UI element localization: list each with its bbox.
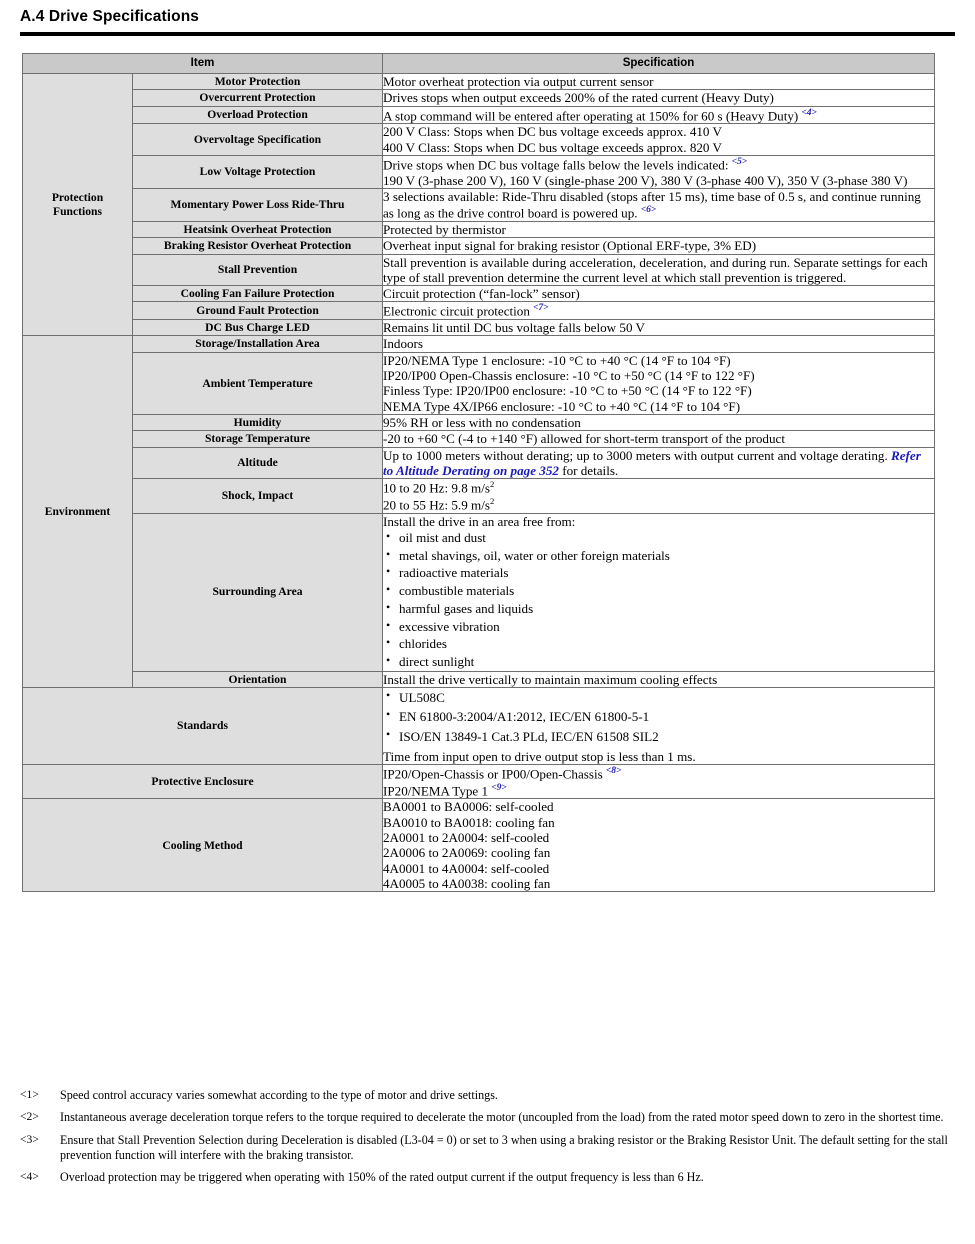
spec-line: 3 selections available: Ride-Thru disabled (stops after 15 ms), time base of 0.5 s, and continue running as long as the drive control board is powered up. $^{<6>}$ <box>383 188 921 221</box>
spec-bullet-list <box>383 688 934 746</box>
item-label: Overcurrent Protection <box>133 90 383 106</box>
list-item: • UL508C <box>383 688 934 707</box>
spec-line: Drive stops when DC bus voltage falls below the levels indicated: $^{<5>}$ <box>383 155 747 173</box>
item-label: Surrounding Area <box>133 513 383 671</box>
spec-line: 190 V (3-phase 200 V), 160 V (single-phase 200 V), 380 V (3-phase 400 V), 350 V (3-phase 380 V) <box>383 172 908 188</box>
spec-cell <box>383 286 935 302</box>
table-row <box>23 74 935 90</box>
list-item: • oil mist and dust <box>383 529 934 547</box>
table-row <box>23 124 935 156</box>
table-row <box>23 302 935 320</box>
footnote-key: <2> <box>20 1110 39 1124</box>
table-row <box>23 238 935 254</box>
spec-cell <box>383 302 935 320</box>
spec-cell <box>383 671 935 687</box>
table-row <box>23 90 935 106</box>
footnote-row <box>20 1088 960 1103</box>
list-item: • radioactive materials <box>383 564 934 582</box>
spec-line: Drives stops when output exceeds 200% of the rated current (Heavy Duty) <box>383 90 774 106</box>
spec-cell <box>383 336 935 352</box>
item-label: Ambient Temperature <box>133 352 383 414</box>
item-label: Heatsink Overheat Protection <box>133 221 383 237</box>
footnote-marker: <9> <box>491 781 507 793</box>
item-label: Cooling Fan Failure Protection <box>133 286 383 302</box>
column-header-item: Item <box>23 54 383 74</box>
footnote-marker: <6> <box>640 204 656 216</box>
spec-line: 20 to 55 Hz: 5.9 $m/s^2$ <box>383 495 495 513</box>
superscript: 2 <box>489 495 495 506</box>
spec-line: BA0001 to BA0006: self-cooled <box>383 799 554 815</box>
item-label: Cooling Method <box>23 799 383 892</box>
table-row <box>23 352 935 414</box>
footnote-marker: <5> <box>731 155 747 167</box>
spec-cell <box>383 352 935 414</box>
spec-cell <box>383 415 935 431</box>
item-label: Altitude <box>133 447 383 479</box>
table-header-row <box>23 54 935 74</box>
footnote-row <box>20 1110 960 1125</box>
spec-cell <box>383 238 935 254</box>
spec-line: 4A0001 to 4A0004: self-cooled <box>383 860 550 876</box>
spec-cell <box>383 106 935 124</box>
spec-cell <box>383 254 935 286</box>
item-label: DC Bus Charge LED <box>133 320 383 336</box>
spec-line: Up to 1000 meters without derating; up to 3000 meters with output current and voltage derating. Refer to Altitude Derating on page 352 for details. <box>383 447 921 478</box>
superscript: 2 <box>489 479 495 490</box>
footnote-row <box>20 1133 960 1164</box>
spec-line: Indoors <box>383 336 424 352</box>
table-row <box>23 188 935 221</box>
footnote-key: <3> <box>20 1132 39 1146</box>
footnote-marker: <7> <box>533 302 549 314</box>
spec-line: 95% RH or less with no condensation <box>383 415 581 430</box>
spec-line: Electronic circuit protection $^{<7>}$ <box>383 302 549 319</box>
spec-cell <box>383 513 935 671</box>
footnote-key: <4> <box>20 1170 39 1184</box>
list-item: • excessive vibration <box>383 618 934 636</box>
spec-line: Install the drive vertically to maintain maximum cooling effects <box>383 671 718 687</box>
spec-line: -20 to +60 °C (-4 to +140 °F) allowed for short-term transport of the product <box>383 431 785 447</box>
list-item: • harmful gases and liquids <box>383 600 934 618</box>
footnote-row <box>20 1170 960 1185</box>
spec-line: 4A0005 to 4A0038: cooling fan <box>383 876 551 892</box>
list-item: • chlorides <box>383 635 934 653</box>
spec-line: Stall prevention is available during acceleration, deceleration, and during run. Separate settings for each type of stall prevention determine the current level at which stall prevention is triggered. <box>383 254 928 285</box>
item-label: Orientation <box>133 671 383 687</box>
item-label: Overload Protection <box>133 106 383 124</box>
spec-cell <box>383 221 935 237</box>
spec-bullet-list <box>383 529 934 671</box>
item-label: Storage/Installation Area <box>133 336 383 352</box>
spec-line: 2A0006 to 2A0069: cooling fan <box>383 845 551 861</box>
drive-specifications-table <box>22 53 935 892</box>
item-label: Overvoltage Specification <box>133 124 383 156</box>
footnote-marker: <4> <box>801 106 817 118</box>
spec-cell <box>383 188 935 221</box>
spec-cell <box>383 765 935 799</box>
table-row <box>23 671 935 687</box>
spec-cell <box>383 124 935 156</box>
item-label: Humidity <box>133 415 383 431</box>
item-label: Shock, Impact <box>133 479 383 513</box>
page-title: A.4 Drive Specifications <box>20 8 199 25</box>
spec-line: NEMA Type 4X/IP66 enclosure: -10 °C to +40 °C (14 °F to 104 °F) <box>383 398 741 414</box>
spec-line: 2A0001 to 2A0004: self-cooled <box>383 830 550 846</box>
table-row <box>23 513 935 671</box>
spec-line: A stop command will be entered after operating at 150% for 60 s (Heavy Duty) $^{<4>}$ <box>383 106 817 123</box>
cross-reference-link[interactable]: Refer to Altitude Derating on page 352 <box>383 447 921 478</box>
spec-cell <box>383 320 935 336</box>
item-label: Protective Enclosure <box>23 765 383 799</box>
footnotes-list <box>20 1088 960 1193</box>
spec-line: IP20/IP00 Open-Chassis enclosure: -10 °C to +50 °C (14 °F to 122 °F) <box>383 368 755 384</box>
item-label: Stall Prevention <box>133 254 383 286</box>
table-row <box>23 221 935 237</box>
table-row <box>23 765 935 799</box>
spec-line: BA0010 to BA0018: cooling fan <box>383 814 555 830</box>
column-header-specification: Specification <box>383 54 935 74</box>
spec-cell <box>383 74 935 90</box>
table-row <box>23 336 935 352</box>
spec-cell <box>383 431 935 447</box>
item-label: Ground Fault Protection <box>133 302 383 320</box>
table-row <box>23 286 935 302</box>
spec-line: 200 V Class: Stops when DC bus voltage exceeds approx. 410 V <box>383 124 722 140</box>
spec-line: IP20/Open-Chassis or IP00/Open-Chassis $^{<8>}$ <box>383 765 622 782</box>
table-row <box>23 254 935 286</box>
group-label-protection-functions: Protection Functions <box>23 74 133 336</box>
footnote-text: Instantaneous average deceleration torque refers to the torque required to decelerate the motor (uncoupled from the load) from the rated motor speed down to zero in the shortest time. <box>60 1110 944 1125</box>
table-row <box>23 799 935 892</box>
spec-cell <box>383 90 935 106</box>
item-label: Momentary Power Loss Ride-Thru <box>133 188 383 221</box>
list-item: • ISO/EN 13849-1 Cat.3 PLd, IEC/EN 61508 SIL2 <box>383 727 934 746</box>
spec-line: IP20/NEMA Type 1 $^{<9>}$ <box>383 781 507 799</box>
table-row <box>23 320 935 336</box>
spec-tail: Time from input open to drive output stop is less than 1 ms. <box>383 748 696 764</box>
footnote-marker: <8> <box>605 765 622 777</box>
footnote-key: <1> <box>20 1088 39 1101</box>
table-row <box>23 479 935 513</box>
item-label: Storage Temperature <box>133 431 383 447</box>
list-item: • EN 61800-3:2004/A1:2012, IEC/EN 61800-5-1 <box>383 707 934 726</box>
table-body <box>23 54 935 892</box>
table-row <box>23 447 935 479</box>
spec-line: Overheat input signal for braking resistor (Optional ERF-type, 3% ED) <box>383 238 757 254</box>
spec-line: Protected by thermistor <box>383 221 506 237</box>
footnote-text: Ensure that Stall Prevention Selection during Deceleration is disabled (L3-04 = 0) or set to 3 when using a braking resistor or the Braking Resistor Unit. The default setting for the stall prevention function will interfere with the braking transistor. <box>60 1132 948 1163</box>
spec-line: 10 to 20 Hz: 9.8 $m/s^2$ <box>383 479 495 496</box>
spec-cell <box>383 479 935 513</box>
list-item: • metal shavings, oil, water or other foreign materials <box>383 547 934 565</box>
list-item: • direct sunlight <box>383 653 934 671</box>
spec-line: IP20/NEMA Type 1 enclosure: -10 °C to +40 °C (14 °F to 104 °F) <box>383 352 731 368</box>
table-row <box>23 415 935 431</box>
item-label: Braking Resistor Overheat Protection <box>133 238 383 254</box>
item-label: Motor Protection <box>133 74 383 90</box>
spec-line: Motor overheat protection via output current sensor <box>383 74 654 89</box>
group-label-environment: Environment <box>23 336 133 688</box>
spec-cell <box>383 799 935 892</box>
table-row <box>23 431 935 447</box>
spec-cell <box>383 688 935 765</box>
spec-line: Remains lit until DC bus voltage falls below 50 V <box>383 320 645 336</box>
list-item: • combustible materials <box>383 582 934 600</box>
item-label: Low Voltage Protection <box>133 155 383 188</box>
footnote-text: Speed control accuracy varies somewhat according to the type of motor and drive settings. <box>60 1088 498 1102</box>
spec-lead: Install the drive in an area free from: <box>383 513 576 529</box>
table-row <box>23 106 935 124</box>
spec-cell <box>383 447 935 479</box>
title-underline <box>20 32 955 36</box>
spec-line: Circuit protection (“fan-lock” sensor) <box>383 286 580 302</box>
spec-line: 400 V Class: Stops when DC bus voltage exceeds approx. 820 V <box>383 139 722 155</box>
table-row <box>23 155 935 188</box>
spec-line: Finless Type: IP20/IP00 enclosure: -10 °C to +50 °C (14 °F to 122 °F) <box>383 383 752 399</box>
spec-cell <box>383 155 935 188</box>
table-row <box>23 688 935 765</box>
footnote-text: Overload protection may be triggered when operating with 150% of the rated output current if the output frequency is less than 6 Hz. <box>60 1170 704 1185</box>
item-label: Standards <box>23 688 383 765</box>
